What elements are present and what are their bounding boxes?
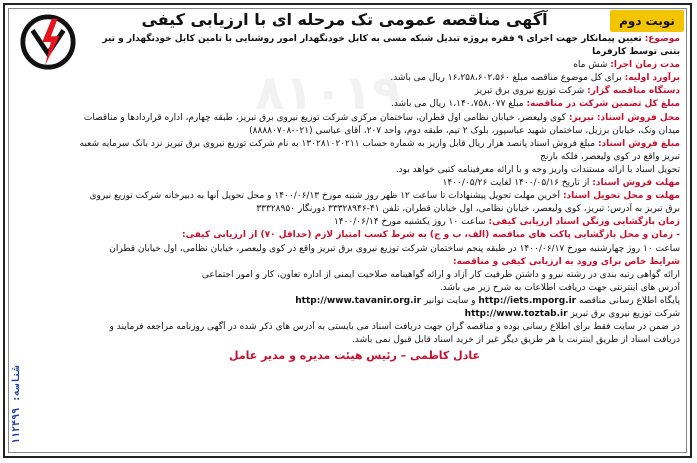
submission-line: مهلت و محل تحویل اسناد: آخرین مهلت تحویل پیشنهادات تا ساعت ۱۲ ظهر روز شنبه مورخ ۱۴۰۰/۰۶/۱۳ و محل تحویل آنها به دبیرخانه شرکت توزیع نیروی — [89, 191, 680, 202]
watermark: ۸۱۰۱۹ — [255, 65, 402, 121]
portal-links-line: پایگاه اطلاع رسانی مناقصه http://iets.mporg.ir و سایت توانیر http://www.tavanir.org.ir — [295, 295, 680, 306]
sale-price-line-2: تبریز واقع در کوی ولیعصر، فلکه بارنج — [540, 151, 680, 162]
notice-title: آگهی مناقصه عمومی تک مرحله ای با ارزیابی کیفی — [141, 10, 548, 29]
envelope-opening-line: ساعت ۱۰ روز چهارشنبه مورخ ۱۴۰۰/۰۶/۱۷ در طبقه پنجم ساختمان شرکت توزیع نیروی برق تبریز واقع در کوی ولیعصر، خیابان نظامی، اول خیابان قطران — [109, 243, 680, 254]
notice-body — [29, 33, 680, 450]
quality-opening-line: زمان بازگشایی وزنگن اسناد ارزیابی کیفی: ساعت ۱۰ روز یکشنبه مورخ ۱۴۰۰/۰۶/۱۴ — [333, 217, 680, 228]
duration-line: مدت زمان اجرا: شش ماه — [573, 60, 680, 71]
subject-line-2: بتنی توسط کارفرما — [592, 47, 680, 58]
submission-line-2: برق تبریز به آدرس: تبریز، کوی ولیعصر، خیابان نظامی، اول خیابان قطران، تلفن ۴۱-۳۳۳۲۸۹۴۶ دورنگار ۳۳۳۲۸۹۵۰ — [256, 204, 680, 215]
company-link-line: شرکت توزیع نیروی برق تبریز http://www.toztab.ir — [464, 308, 680, 319]
sale-location-line: محل فروش اسناد: تبریز: کوی ولیعصر، خیابان نظامی اول قطران، ساختمان مرکزی شرکت توزیع نیروی برق تبریز، طبقه چهارم، اداره قراردادها و مناقصات — [83, 112, 680, 123]
tavanir-link[interactable]: http://www.tavanir.org.ir — [295, 295, 422, 306]
guarantee-line: مبلغ کل تضمین شرکت در مناقصه: مبلغ ۱،۱۴۰،۷۵۸،۰۷۷ ریال می باشد. — [390, 99, 680, 110]
notice-frame — [3, 3, 692, 458]
second-round-badge: نوبت دوم — [610, 10, 684, 32]
web-addresses-line: آدرس های اینترنتی جهت دریافت اطلاعات به شرح زیر می باشد. — [439, 282, 680, 293]
envelope-opening-heading: - زمان و محل بازگشایی پاکت های مناقصه (الف، ب و ج) به شرط کسب امتیاز لازم (حداقل ۷۰) از ارزیابی کیفی: — [182, 230, 680, 241]
tender-authority-line: دستگاه مناقصه گزار: شرکت توزیع نیروی برق تبریز — [474, 86, 680, 97]
sale-deadline-line: مهلت فروش اسناد: از تاریخ ۱۴۰۰/۰۵/۱۶ لغایت ۱۴۰۰/۰۵/۲۶ — [442, 178, 680, 189]
signature-line: عادل کاظمی – رئیس هیئت مدیره و مدیر عامل — [229, 349, 480, 363]
toztab-link[interactable]: http://www.toztab.ir — [464, 308, 568, 319]
disclaimer-line: در ضمن در سایت فقط برای اطلاع رسانی بوده و مناقصه گران جهت دریافت اسناد می بایستی به آدرس های ذکر شده در آگهی روزنامه مراجعه فرمایند و — [109, 322, 680, 333]
subject-line: موضوع: تعیین پیمانکار جهت اجرای ۹ فقره پروژه تبدیل شبکه مسی به کابل خودنگهدار امور روشنایی با تامین کابل خودنگهدار و تیر — [102, 34, 680, 44]
delivery-note-line: تحویل اسناد با ارائه مستندات واریز وجه و با ارائه معرفینامه کتبی خواهد بود. — [395, 164, 680, 175]
sale-location-line-2: میدان ونک، خیابان برزیل، ساختمان شهید عباسپور، بلوک ۲ تیم، طبقه دوم، واحد ۲۰۷، آقای عباسی (۰۲۱-۸۸۸۸۰۷۰۸) — [249, 125, 680, 136]
disclaimer-line-2: دریافت اسناد از طریق اینترنت یا هر طریق دیگر غیر از خرید اسناد قابل قبول نمی باشد. — [352, 335, 680, 346]
notice-id: شناسه: ۱۱۲۴۹۹ — [11, 365, 22, 444]
iets-link[interactable]: http://iets.mporg.ir — [478, 295, 577, 306]
sale-price-line: مبلغ فروش اسناد: مبلغ فروش اسناد پانصد هزار ریال قابل واریز به شماره حساب ۱۳۰۲۸۱۰۲۰۲۱۱ به نام شرکت توزیع نیروی برق تبریز نزد بانک سرمایه شعبه — [79, 138, 680, 149]
estimate-line: برآورد اولیه: برای کل موضوع مناقصه مبلغ ۱۶،۲۵۸،۶۰۲،۵۶۰ ریال می باشد. — [390, 73, 680, 84]
special-conditions-heading: شرایط خاص برای ورود به ارزیابی کیفی و مناقصه: — [453, 256, 680, 267]
special-conditions-line: ارائه گواهی رتبه بندی در رشته نیرو و داشتن ظرفیت کار آزاد و ارائه گواهینامه صلاحیت ایمنی از اداره تعاون، کار و امور اجتماعی — [201, 269, 680, 280]
